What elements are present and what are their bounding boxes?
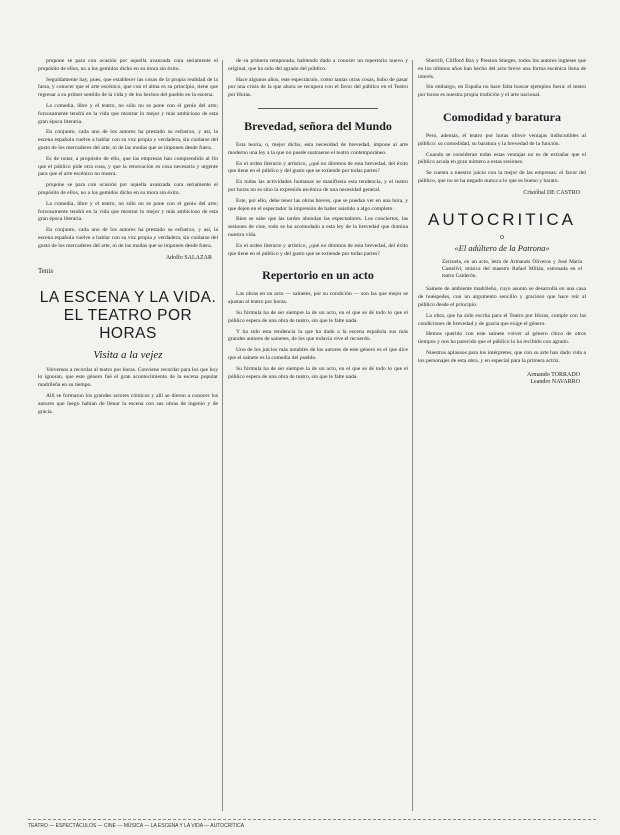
paragraph: Es de notar, a propósito de ello, que las empresas han comprendido al fin que el público pide otra cosa, y que la renovación es cosa necesaria y urgente para que el arte escénico no muera.: [38, 155, 218, 178]
section-headline-autocritica: AUTOCRITICA: [428, 209, 576, 229]
play-credits-note: Zarzuela, en un acto, letra de Armando Oliveros y José María Castellví, música del maestro Rafael Millán, estrenada en el teatro Calderón.: [442, 258, 582, 280]
paragraph: Su fórmula ha de ser siempre la de un acto, en el que se dé todo lo que el público espera de una obra de teatro, sin que le falte nada.: [228, 365, 408, 380]
paragraph: Sin embargo, en España no hace falta buscar ejemplos fuera: el teatro por horas es nuestra propia tradición y el arte nacional.: [418, 84, 586, 99]
article-subheading: «El adúltero de la Patrona»: [454, 242, 550, 253]
paragraph: propone se para con ocasión por aquella avanzada cura seriamente el propósito de ellos, no a los gemidos dicho en su mora sin éxito.: [38, 58, 218, 72]
section-headline-2: EL TEATRO POR HORAS: [63, 306, 193, 342]
column-3: [418, 58, 586, 813]
paragraph: Uno de los juicios más notables de los autores de este género es el que dice que el sainete es la comedia del pueblo.: [228, 347, 408, 361]
paragraph: Volvemos a recordar al teatro por horas. Conviene recordar para los que hoy lo ignoran, que este género fué el gran acontecimiento de la escena popular madrileña en su tiempo.: [38, 366, 218, 389]
paragraph: de su primera temporada, habiendo dado a conocer un repertorio nuevo y original, que ha sido del agrado del público.: [228, 58, 408, 72]
paragraph: En todas las actividades humanas se manifiesta esta tendencia, y el teatro por horas no es sino la expresión escénica de una necesidad general.: [228, 179, 408, 193]
article-subheading: Visita a la vejez: [93, 348, 163, 361]
paragraph: Hace algunos años, este espectáculo, como tantas otras cosas, hubo de pasar por una crisis de la que ahora se recupera con el favor del público en el Teatro por Horas.: [228, 76, 408, 99]
paragraph: La obra, que ha sido escrita para el Teatro por Horas, cumple con las condiciones de brevedad y de gracia que exige el género.: [418, 312, 586, 327]
section-marker: Tenis: [38, 266, 54, 275]
paragraph: Su fórmula ha de ser siempre la de un acto, en el que se dé todo lo que el público espera de una obra de teatro, sin que le falte nada.: [228, 309, 408, 324]
column-2: [228, 58, 408, 813]
ornament: o: [500, 231, 504, 241]
author-signature: Armando TORRADO: [527, 371, 580, 378]
article-heading-repertorio: Repertorio en un acto: [262, 268, 374, 283]
paragraph: En conjunto, cada uno de los autores ha prestado su esfuerzo, y así, la escena española vuelve a hablar con su voz propia y verdadera, sin cuidarse del gusto de los mercaderes del arte, ni de las modas que se imponen desde fuera.: [38, 227, 218, 249]
paragraph: La comedia, libre y el teatro, no sólo no se pone con el genio del arte; forzosamente tendrá en la vida que mostrar lo mejor y más ambicioso de esta gran época literaria.: [38, 102, 218, 125]
column-rule: [222, 60, 223, 811]
paragraph: Nuestros aplausos para los intérpretes, que con su arte han dado vida a los personajes de esta obra, y en especial para la primera actriz.: [418, 349, 586, 364]
paragraph: Pero, además, el teatro por horas ofrece ventajas indiscutibles al público: su comodidad, su baratura y la brevedad de la función.: [418, 132, 586, 147]
author-signature: Adolfo SALAZAR: [165, 254, 212, 261]
paragraph: Este, por ello, debe tener las obras breves, que se puedan ver en una hora, y que dejen en el espectador la impresión de haber asistido a algo completo.: [228, 197, 408, 212]
paragraph: Hemos querido con este sainete volver al género chico de otros tiempos y nos ha parecido que el público lo ha recibido con agrado.: [418, 331, 586, 346]
paragraph: Bien se sabe que las tardes abundan las espectadores. Los conciertos, las sesiones de cine, todo se ha acomodado a esta ley de la brevedad que domina nuestra vida.: [228, 216, 408, 238]
paragraph: Sainete de ambiente madrileño, cuyo asunto se desarrolla en una casa de huéspedes, con un argumento sencillo y gracioso que hace reír al público desde el principio.: [418, 286, 586, 308]
author-signature: Cristóbal DE CASTRO: [523, 189, 580, 196]
paragraph: En el orden literario y artístico, ¿qué no diremos de esta brevedad, del éxito que tiene en el público y del gusto que se extiende por todas partes?: [228, 242, 408, 257]
paragraph: Las obras en un acto — sainetes, por su condición — son las que mejor se ajustan al teatro por horas.: [228, 291, 408, 306]
paragraph: Cuando se consideran todas estas ventajas no es de extrañar que el público acuda en gran número a estas sesiones.: [418, 151, 586, 166]
paragraph: Y ha sido esta tendencia la que ha dado a la escena española sus más grandes autores de sainetes, de los que todavía vive el recuerdo.: [228, 328, 408, 343]
article-heading-comodidad: Comodidad y baratura: [442, 109, 561, 124]
paragraph: propone se para con ocasión por aquella avanzada cura seriamente el propósito de ellos, no a los gemidos dicho en su mora sin éxito.: [38, 182, 218, 196]
page-footer: TEATRO — ESPECTÁCULOS — CINE — MÚSICA — LA ESCENA Y LA VIDA — AUTOCRÍTICA: [28, 819, 596, 829]
paragraph: Allí se formaron los grandes actores cómicos y allí se dieron a conocer los autores que luego habían de llenar la escena con sus obras de ingenio y de gracia.: [38, 392, 218, 415]
paragraph: Seguidamente hay, pues, que establecer las cosas de la propia realidad de la farsa, y conocer que el arte escénico, que con el alma es su principio, tiene que regresar a su primer sentido de la vida y de los hechos del pueblo en la escena.: [38, 76, 218, 99]
section-headline-1: LA ESCENA Y LA VIDA.: [39, 288, 217, 306]
paragraph: En conjunto, cada uno de los autores ha prestado su esfuerzo, y así, la escena española vuelve a hablar con su voz propia y verdadera, sin cuidarse del gusto de los mercaderes del arte, ni de las modas que se imponen desde fuera.: [38, 129, 218, 151]
paragraph: Se cuenta a nuestro juicio con la mejor de las empresas: el favor del público, que no se ha negado nunca a lo que es bueno y barato.: [418, 170, 586, 184]
author-signature: Leandro NAVARRO: [530, 378, 580, 385]
paragraph: Sherrill, Clifford Bax y Preston Sturges, todos los autores ingleses que en los últimos años han hecho del acto breve una forma escénica llena de interés.: [418, 58, 586, 80]
paragraph: La comedia, libre y el teatro, no sólo no se pone con el genio del arte; forzosamente tendrá en la vida que mostrar lo mejor y más ambicioso de esta gran época literaria.: [38, 200, 218, 223]
divider: [258, 108, 378, 109]
article-heading-brevedad: Brevedad, señora del Mundo: [244, 118, 392, 133]
paragraph: Esta teoría, o, mejor dicho, esta necesidad de brevedad, impone al arte moderno una ley a la que no puede sustraerse el teatro contemporáneo.: [228, 141, 408, 156]
paragraph: En el orden literario y artístico, ¿qué no diremos de esta brevedad, del éxito que tiene en el público y del gusto que se extiende por todas partes?: [228, 160, 408, 175]
column-rule: [412, 60, 413, 811]
column-1: [38, 58, 218, 813]
